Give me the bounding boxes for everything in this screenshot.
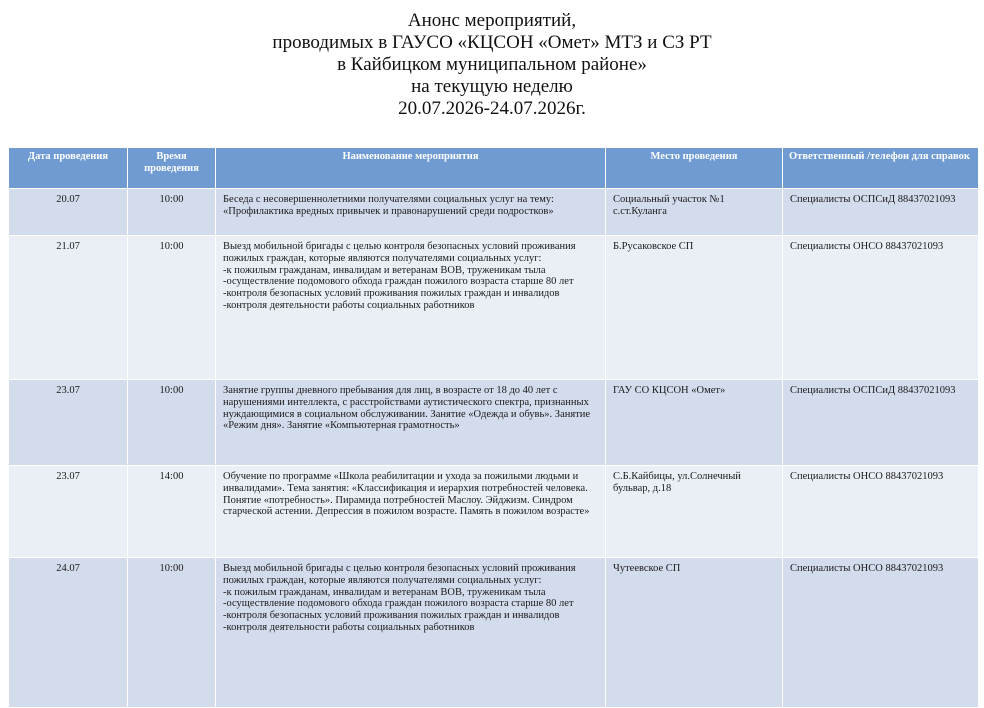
announcement-title <box>0 0 984 135</box>
cell-name <box>216 189 606 236</box>
responsible-text-line: Специалисты ОНСО 88437021093 <box>790 471 944 482</box>
cell-date: 23.07 <box>9 380 128 466</box>
name-text-line: -контроля безопасных условий проживания пожилых граждан и инвалидов <box>223 610 560 622</box>
table-body <box>9 189 979 708</box>
name-text-line: -контроля безопасных условий проживания пожилых граждан и инвалидов <box>223 288 560 300</box>
title-line: в Кайбицком муниципальном районе» <box>337 54 647 75</box>
cell-date: 23.07 <box>9 466 128 558</box>
table-row <box>9 189 979 236</box>
header-event-name: Наименование мероприятия <box>216 148 606 189</box>
header-date: Дата проведения <box>9 148 128 189</box>
table-row <box>9 466 979 558</box>
cell-name <box>216 558 606 708</box>
name-text-line: -к пожилым гражданам, инвалидам и ветеранам ВОВ, труженикам тыла <box>223 264 546 276</box>
cell-time: 10:00 <box>128 189 216 236</box>
name-text-line: -осуществление подомового обхода граждан пожилого возраста старше 80 лет <box>223 598 574 610</box>
name-text-line: -к пожилым гражданам, инвалидам и ветеранам ВОВ, труженикам тыла <box>223 586 546 598</box>
cell-responsible <box>783 236 979 380</box>
cell-time: 10:00 <box>128 236 216 380</box>
cell-responsible <box>783 558 979 708</box>
cell-time: 10:00 <box>128 558 216 708</box>
name-text-line: -контроля деятельности работы социальных работников <box>223 299 475 311</box>
cell-responsible <box>783 189 979 236</box>
name-text-line: Выезд мобильной бригады с целью контроля безопасных условий проживания пожилых граждан, которые являются получателями социальных услуг: <box>223 563 576 586</box>
cell-time: 14:00 <box>128 466 216 558</box>
header-place: Место проведения <box>606 148 783 189</box>
table-row <box>9 236 979 380</box>
table-row <box>9 558 979 708</box>
cell-date: 21.07 <box>9 236 128 380</box>
cell-place <box>606 466 783 558</box>
responsible-text-line: Специалисты ОСПСиД 88437021093 <box>790 385 956 396</box>
table-row <box>9 380 979 466</box>
title-line: 20.07.2026-24.07.2026г. <box>398 98 586 119</box>
responsible-text-line: Специалисты ОСПСиД 88437021093 <box>790 194 956 205</box>
name-text-line: Беседа с несовершеннолетними получателями социальных услуг на тему: «Профилактика вредных привычек и правонарушений среди подростков» <box>223 194 554 217</box>
place-text-line: ГАУ СО КЦСОН «Омет» <box>613 385 726 396</box>
cell-responsible <box>783 380 979 466</box>
title-line: проводимых в ГАУСО «КЦСОН «Омет» МТЗ и СЗ РТ <box>272 32 712 53</box>
cell-place <box>606 236 783 380</box>
events-table <box>8 147 979 708</box>
name-text-line: -контроля деятельности работы социальных работников <box>223 621 475 633</box>
name-text-line: Занятие группы дневного пребывания для лиц, в возрасте от 18 до 40 лет с нарушениями интеллекта, с расстройствами аутистического спектра, признанных нуждающимися в социальном обслуживании. Занятие «Одежда и обувь». Занятие «Режим дня». Занятие «Компьютерная грамотность» <box>223 385 591 432</box>
name-text-line: Обучение по программе «Школа реабилитации и ухода за пожилыми людьми и инвалидами». Тема занятия: «Классификация и иерархия потребностей человека. Понятие «потребность». Пирамида потребностей Маслоу. Эйджизм. Синдром старческой астении. Депрессия в пожилом возрасте. Память в пожилом возрасте» <box>223 471 590 518</box>
title-line: на текущую неделю <box>411 76 573 97</box>
header-responsible: Ответственный /телефон для справок <box>783 148 979 189</box>
cell-name <box>216 236 606 380</box>
cell-name <box>216 380 606 466</box>
table-header-row <box>9 148 979 189</box>
cell-responsible <box>783 466 979 558</box>
cell-place <box>606 189 783 236</box>
place-text-line: С.Б.Кайбицы, ул.Солнечный бульвар, д.18 <box>613 471 741 494</box>
cell-place <box>606 558 783 708</box>
cell-date: 20.07 <box>9 189 128 236</box>
name-text-line: -осуществление подомового обхода граждан пожилого возраста старше 80 лет <box>223 276 574 288</box>
cell-time: 10:00 <box>128 380 216 466</box>
responsible-text-line: Специалисты ОНСО 88437021093 <box>790 241 944 252</box>
place-text-line: Социальный участок №1 с.ст.Куланга <box>613 194 725 217</box>
place-text-line: Чутеевское СП <box>613 563 681 574</box>
title-line: Анонс мероприятий, <box>407 10 577 31</box>
name-text-line: Выезд мобильной бригады с целью контроля безопасных условий проживания пожилых граждан, которые являются получателями социальных услуг: <box>223 241 576 264</box>
place-text-line: Б.Русаковское СП <box>613 241 694 252</box>
header-time: Время проведения <box>128 148 216 189</box>
cell-name <box>216 466 606 558</box>
cell-date: 24.07 <box>9 558 128 708</box>
cell-place <box>606 380 783 466</box>
responsible-text-line: Специалисты ОНСО 88437021093 <box>790 563 944 574</box>
